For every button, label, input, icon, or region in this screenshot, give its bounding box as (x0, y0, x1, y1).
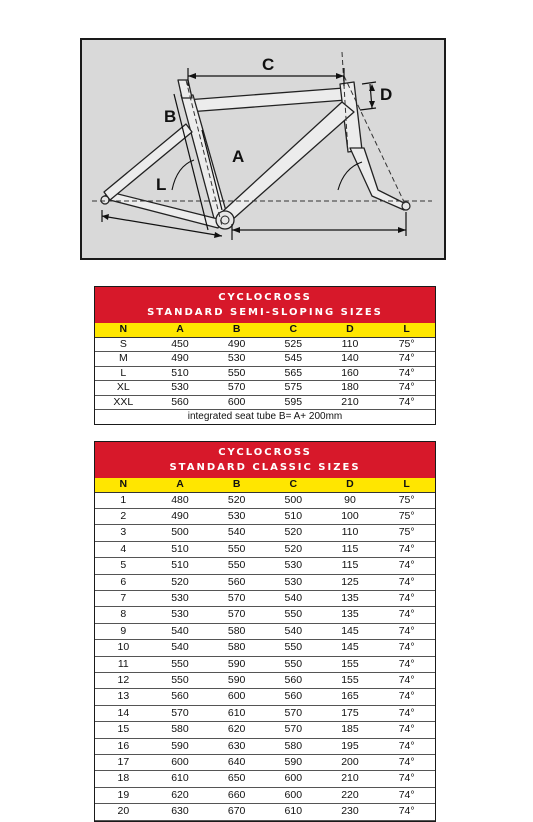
table-cell: 74° (378, 607, 435, 623)
table-row (95, 738, 435, 754)
dimension-label-a: A (232, 147, 245, 166)
table-cell: 545 (265, 352, 322, 367)
table-cell: 185 (322, 722, 379, 738)
table-cell: 115 (322, 541, 379, 557)
semi-sloping-table-subtitle: STANDARD SEMI-SLOPING SIZES (147, 307, 383, 318)
table-cell: 15 (95, 722, 152, 738)
table-cell: 210 (322, 395, 379, 410)
table-cell: 570 (208, 590, 265, 606)
table-cell: 550 (208, 541, 265, 557)
table-cell: 560 (265, 689, 322, 705)
column-header: D (322, 323, 379, 337)
table-row (95, 590, 435, 606)
table-cell: 74° (378, 574, 435, 590)
table-cell: 540 (265, 623, 322, 639)
dimension-label-c: C (262, 55, 275, 74)
table-cell: 610 (208, 705, 265, 721)
table-cell: 530 (208, 508, 265, 524)
table-cell: 110 (322, 525, 379, 541)
table-cell: 640 (208, 755, 265, 771)
table-row (95, 755, 435, 771)
table-cell: 74° (378, 738, 435, 754)
table-cell: 74° (378, 623, 435, 639)
table-cell: 19 (95, 787, 152, 803)
table-cell: 115 (322, 558, 379, 574)
table-cell: 580 (265, 738, 322, 754)
table-row (95, 640, 435, 656)
table-row (95, 574, 435, 590)
table-cell: 75° (378, 492, 435, 508)
table-cell: 145 (322, 640, 379, 656)
table-cell: 490 (208, 337, 265, 352)
seat-tube-note: integrated seat tube B= A+ 200mm (187, 411, 343, 422)
semi-sloping-table-body (95, 337, 435, 410)
table-cell: 155 (322, 672, 379, 688)
table-cell: 550 (152, 672, 209, 688)
table-cell: 500 (152, 525, 209, 541)
table-cell: 540 (152, 640, 209, 656)
table-cell: 510 (152, 541, 209, 557)
table-cell: 520 (265, 541, 322, 557)
column-header: N (95, 478, 152, 492)
table-cell: 74° (378, 590, 435, 606)
table-cell: 590 (152, 738, 209, 754)
table-row (95, 672, 435, 688)
table-row (95, 541, 435, 557)
classic-table-subtitle: STANDARD CLASSIC SIZES (169, 462, 361, 473)
table-cell: 590 (208, 672, 265, 688)
table-cell: 580 (208, 640, 265, 656)
table-cell: 660 (208, 787, 265, 803)
table-cell: 74° (378, 755, 435, 771)
table-note-row (95, 410, 435, 424)
table-cell: 600 (208, 395, 265, 410)
table-cell: 590 (265, 755, 322, 771)
table-cell: 490 (152, 352, 209, 367)
table-cell: 550 (152, 656, 209, 672)
table-cell: 74° (378, 656, 435, 672)
table-cell: 1 (95, 492, 152, 508)
table-row (95, 623, 435, 639)
table-cell: 100 (322, 508, 379, 524)
table-cell: 500 (265, 492, 322, 508)
table-cell: 90 (322, 492, 379, 508)
table-cell: 13 (95, 689, 152, 705)
column-header: N (95, 323, 152, 337)
table-cell: 620 (208, 722, 265, 738)
table-cell: 570 (265, 722, 322, 738)
table-cell: 75° (378, 508, 435, 524)
table-row (95, 352, 435, 367)
classic-table (95, 478, 435, 821)
table-cell: M (95, 352, 152, 367)
table-row (95, 558, 435, 574)
column-header: B (208, 478, 265, 492)
table-cell: 610 (265, 804, 322, 820)
table-cell: 135 (322, 590, 379, 606)
table-cell: 20 (95, 804, 152, 820)
table-cell: 74° (378, 558, 435, 574)
table-cell: 565 (265, 366, 322, 381)
table-cell: S (95, 337, 152, 352)
table-cell: 165 (322, 689, 379, 705)
table-cell: 74° (378, 381, 435, 396)
table-cell: 220 (322, 787, 379, 803)
table-cell: 620 (152, 787, 209, 803)
table-row (95, 705, 435, 721)
table-cell: 180 (322, 381, 379, 396)
table-cell: 74° (378, 705, 435, 721)
table-cell: 560 (208, 574, 265, 590)
table-cell: 510 (265, 508, 322, 524)
table-cell: 145 (322, 623, 379, 639)
table-cell: 550 (208, 366, 265, 381)
table-cell: 10 (95, 640, 152, 656)
table-cell: 18 (95, 771, 152, 787)
semi-sloping-table-header (95, 287, 435, 323)
table-row (95, 689, 435, 705)
semi-sloping-size-table (94, 286, 436, 425)
table-cell: 74° (378, 672, 435, 688)
table-cell: 74° (378, 366, 435, 381)
table-row (95, 787, 435, 803)
table-cell: 4 (95, 541, 152, 557)
table-row (95, 381, 435, 396)
table-cell: 530 (265, 574, 322, 590)
table-cell: 74° (378, 771, 435, 787)
table-header-row (95, 478, 435, 492)
table-cell: 125 (322, 574, 379, 590)
table-cell: 595 (265, 395, 322, 410)
table-cell: L (95, 366, 152, 381)
table-cell: 540 (208, 525, 265, 541)
table-cell: 75° (378, 337, 435, 352)
table-cell: 160 (322, 366, 379, 381)
table-cell: 520 (265, 525, 322, 541)
table-cell: 175 (322, 705, 379, 721)
table-cell: 550 (265, 640, 322, 656)
table-cell: 570 (265, 705, 322, 721)
table-cell: 580 (152, 722, 209, 738)
table-header-row (95, 323, 435, 337)
dimension-label-b: B (164, 107, 177, 126)
classic-table-title: CYCLOCROSS (218, 447, 312, 458)
table-cell: 600 (152, 755, 209, 771)
table-cell: 14 (95, 705, 152, 721)
table-cell: 600 (265, 771, 322, 787)
table-cell: 200 (322, 755, 379, 771)
table-cell: 210 (322, 771, 379, 787)
table-cell: 570 (208, 607, 265, 623)
dimension-label-d: D (380, 85, 393, 104)
table-cell: 135 (322, 607, 379, 623)
table-cell: 560 (152, 395, 209, 410)
table-row (95, 607, 435, 623)
table-cell: 580 (208, 623, 265, 639)
table-row (95, 508, 435, 524)
table-cell: 480 (152, 492, 209, 508)
table-cell: 650 (208, 771, 265, 787)
table-cell: 540 (152, 623, 209, 639)
table-cell: 74° (378, 722, 435, 738)
table-cell: 530 (152, 590, 209, 606)
table-cell: 570 (152, 705, 209, 721)
table-cell: 490 (152, 508, 209, 524)
column-header: C (265, 478, 322, 492)
table-cell: 110 (322, 337, 379, 352)
table-cell: 75° (378, 525, 435, 541)
table-cell: 74° (378, 352, 435, 367)
table-row (95, 722, 435, 738)
table-cell: 140 (322, 352, 379, 367)
semi-sloping-table (95, 323, 435, 424)
dimension-label-l: L (156, 175, 167, 194)
table-cell: XXL (95, 395, 152, 410)
table-cell: 5 (95, 558, 152, 574)
table-row (95, 804, 435, 820)
table-cell: 630 (152, 804, 209, 820)
table-cell: 530 (265, 558, 322, 574)
table-row (95, 337, 435, 352)
table-cell: 575 (265, 381, 322, 396)
classic-table-body (95, 492, 435, 820)
column-header: B (208, 323, 265, 337)
table-cell: 6 (95, 574, 152, 590)
table-cell: 530 (208, 352, 265, 367)
table-row (95, 771, 435, 787)
table-cell: 74° (378, 787, 435, 803)
table-cell: 11 (95, 656, 152, 672)
column-header: L (378, 323, 435, 337)
table-row (95, 366, 435, 381)
table-cell: 74° (378, 395, 435, 410)
table-cell: 525 (265, 337, 322, 352)
table-cell: XL (95, 381, 152, 396)
table-cell: 520 (152, 574, 209, 590)
table-row (95, 395, 435, 410)
table-cell: 600 (265, 787, 322, 803)
table-cell: 16 (95, 738, 152, 754)
table-cell: 155 (322, 656, 379, 672)
table-cell: 670 (208, 804, 265, 820)
semi-sloping-table-title: CYCLOCROSS (218, 292, 312, 303)
column-header: A (152, 323, 209, 337)
column-header: L (378, 478, 435, 492)
table-cell: 17 (95, 755, 152, 771)
table-cell: 530 (152, 381, 209, 396)
table-cell: 510 (152, 366, 209, 381)
table-cell: 195 (322, 738, 379, 754)
table-cell: 530 (152, 607, 209, 623)
classic-size-table (94, 441, 436, 822)
table-cell: 560 (152, 689, 209, 705)
table-cell: 7 (95, 590, 152, 606)
table-cell: 550 (265, 656, 322, 672)
column-header: A (152, 478, 209, 492)
table-cell: 2 (95, 508, 152, 524)
table-cell: 590 (208, 656, 265, 672)
frame-geometry-diagram (80, 38, 446, 260)
table-cell: 550 (208, 558, 265, 574)
table-row (95, 492, 435, 508)
table-cell: 510 (152, 558, 209, 574)
table-cell: 3 (95, 525, 152, 541)
table-row (95, 656, 435, 672)
column-header: C (265, 323, 322, 337)
table-cell: 8 (95, 607, 152, 623)
table-cell: 12 (95, 672, 152, 688)
table-cell: 74° (378, 541, 435, 557)
table-cell: 74° (378, 640, 435, 656)
table-cell: 610 (152, 771, 209, 787)
table-cell: 74° (378, 689, 435, 705)
table-cell: 560 (265, 672, 322, 688)
table-cell: 630 (208, 738, 265, 754)
table-cell: 570 (208, 381, 265, 396)
classic-table-header (95, 442, 435, 478)
table-cell: 9 (95, 623, 152, 639)
table-cell: 450 (152, 337, 209, 352)
table-cell: 550 (265, 607, 322, 623)
column-header: D (322, 478, 379, 492)
table-cell: 230 (322, 804, 379, 820)
table-row (95, 525, 435, 541)
table-cell: 520 (208, 492, 265, 508)
table-cell: 74° (378, 804, 435, 820)
table-cell: 540 (265, 590, 322, 606)
table-cell: 600 (208, 689, 265, 705)
